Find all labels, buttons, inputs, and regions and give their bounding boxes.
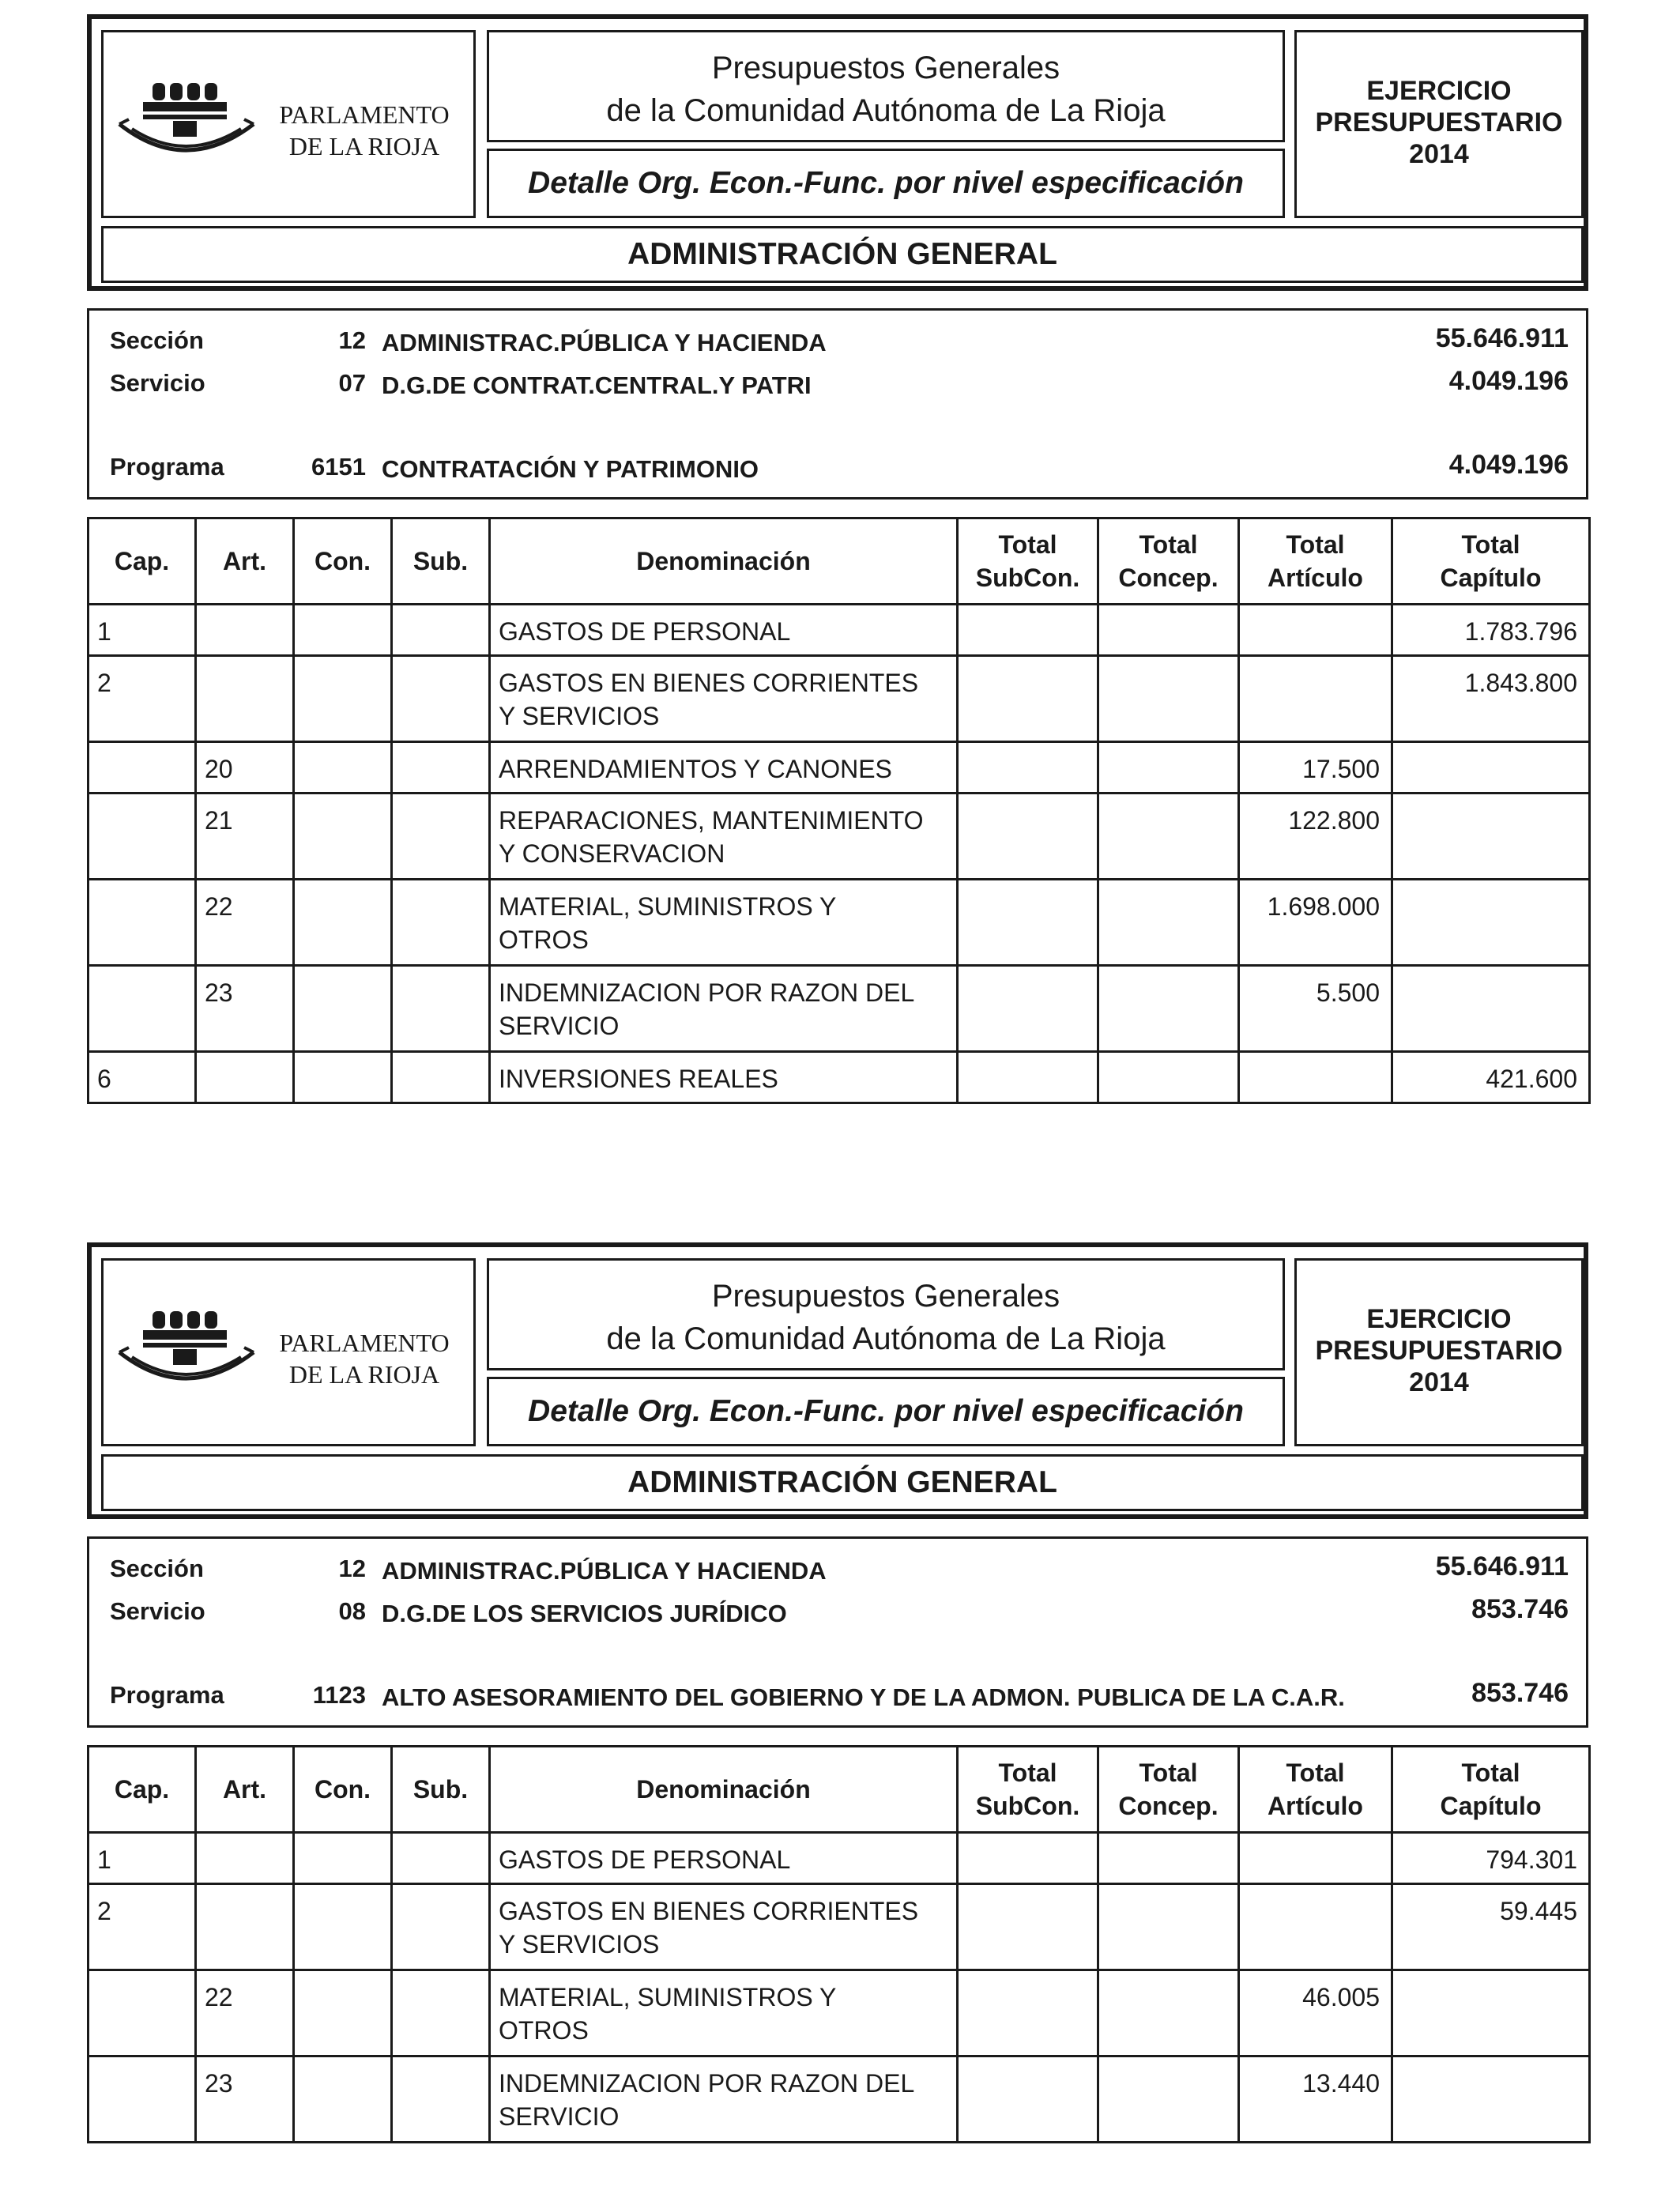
seccion-label: Sección	[110, 326, 204, 354]
total-subcon-cell	[958, 794, 1098, 880]
cap-cell	[89, 1970, 196, 2056]
programa-name: ALTO ASESORAMIENTO DEL GOBIERNO Y DE LA ADMON. PUBLICA DE LA C.A.R.	[382, 1683, 1345, 1711]
sub-cell	[392, 1884, 490, 1970]
budget-table	[87, 1745, 1591, 2143]
con-cell	[294, 605, 392, 656]
table-header-row	[89, 518, 1590, 605]
con-cell	[294, 1884, 392, 1970]
total-articulo-cell	[1239, 656, 1392, 742]
servicio-code: 07	[338, 369, 366, 397]
cap-cell	[89, 880, 196, 966]
total-concep-cell	[1098, 1833, 1239, 1884]
cap-cell	[89, 742, 196, 794]
header-text: SubCon.	[975, 1792, 1080, 1820]
art-cell: 22	[196, 1970, 294, 2056]
header-art: Art.	[196, 518, 294, 605]
total-concep-cell	[1098, 1970, 1239, 2056]
programa-label: Programa	[110, 1681, 224, 1709]
servicio-name: D.G.DE LOS SERVICIOS JURÍDICO	[382, 1600, 787, 1627]
art-cell: 22	[196, 880, 294, 966]
parliament-logo-box	[101, 1258, 476, 1446]
denominacion-line: ARRENDAMIENTOS Y CANONES	[499, 755, 892, 783]
denominacion-cell	[490, 742, 958, 794]
programa-row	[89, 443, 1586, 497]
total-articulo-cell	[1239, 1884, 1392, 1970]
seccion-label: Sección	[110, 1555, 204, 1582]
sub-cell	[392, 605, 490, 656]
sub-cell	[392, 656, 490, 742]
denominacion-cell	[490, 1884, 958, 1970]
table-row	[89, 742, 1590, 794]
denominacion-cell	[490, 880, 958, 966]
total-concep-cell	[1098, 1052, 1239, 1103]
organization-info	[87, 1536, 1588, 1728]
total-concep-cell	[1098, 966, 1239, 1052]
table-row	[89, 966, 1590, 1052]
servicio-amount: 853.746	[1471, 1594, 1569, 1624]
header-text: Total	[1286, 530, 1345, 559]
art-cell: 23	[196, 966, 294, 1052]
cap-cell: 1	[89, 1833, 196, 1884]
document-subtitle: Detalle Org. Econ.-Func. por nivel especificación	[487, 1377, 1285, 1446]
header-sub: Sub.	[392, 518, 490, 605]
total-capitulo-cell	[1392, 2056, 1590, 2143]
total-capitulo-cell	[1392, 880, 1590, 966]
seccion-code: 12	[338, 1555, 366, 1582]
header-text: Total	[1139, 1759, 1198, 1787]
header-denominacion: Denominación	[490, 518, 958, 605]
denominacion-line: OTROS	[499, 925, 589, 954]
servicio-name: D.G.DE CONTRAT.CENTRAL.Y PATRI	[382, 371, 812, 399]
header-frame	[87, 14, 1588, 291]
sub-cell	[392, 1052, 490, 1103]
denominacion-line: Y SERVICIOS	[499, 1930, 660, 1958]
con-cell	[294, 1833, 392, 1884]
table-row	[89, 794, 1590, 880]
denominacion-cell	[490, 1970, 958, 2056]
con-cell	[294, 880, 392, 966]
table-row	[89, 1884, 1590, 1970]
seccion-name: ADMINISTRAC.PÚBLICA Y HACIENDA	[382, 1557, 827, 1585]
total-concep-cell	[1098, 880, 1239, 966]
total-articulo-cell	[1239, 1052, 1392, 1103]
fiscal-year-box	[1294, 1258, 1584, 1446]
total-capitulo-cell	[1392, 794, 1590, 880]
budget-block-2	[87, 1242, 1588, 2143]
table-row	[89, 2056, 1590, 2143]
total-articulo-cell: 1.698.000	[1239, 880, 1392, 966]
header-cap: Cap.	[89, 1747, 196, 1833]
total-subcon-cell	[958, 966, 1098, 1052]
total-subcon-cell	[958, 1833, 1098, 1884]
programa-code: 1123	[312, 1681, 366, 1709]
con-cell	[294, 742, 392, 794]
denominacion-cell	[490, 605, 958, 656]
denominacion-line: GASTOS EN BIENES CORRIENTES	[499, 669, 919, 697]
section-title: ADMINISTRACIÓN GENERAL	[101, 226, 1584, 283]
total-subcon-cell	[958, 880, 1098, 966]
header-text: Capítulo	[1440, 564, 1542, 592]
denominacion-line: REPARACIONES, MANTENIMIENTO	[499, 806, 924, 835]
art-cell: 23	[196, 2056, 294, 2143]
denominacion-line: GASTOS DE PERSONAL	[499, 617, 791, 646]
denominacion-line: INDEMNIZACION POR RAZON DEL	[499, 2069, 915, 2098]
sub-cell	[392, 966, 490, 1052]
header-text: Artículo	[1268, 564, 1363, 592]
total-articulo-cell	[1239, 605, 1392, 656]
denominacion-cell	[490, 2056, 958, 2143]
total-subcon-cell	[958, 2056, 1098, 2143]
cap-cell: 6	[89, 1052, 196, 1103]
servicio-label: Servicio	[110, 369, 205, 397]
header-text: Total	[1461, 1759, 1520, 1787]
programa-amount: 853.746	[1471, 1678, 1569, 1708]
sub-cell	[392, 880, 490, 966]
programa-code: 6151	[311, 453, 366, 481]
servicio-amount: 4.049.196	[1448, 366, 1569, 396]
header-total-concep	[1098, 1747, 1239, 1833]
denominacion-line: MATERIAL, SUMINISTROS Y	[499, 892, 837, 921]
sub-cell	[392, 1833, 490, 1884]
total-articulo-cell: 17.500	[1239, 742, 1392, 794]
document-subtitle: Detalle Org. Econ.-Func. por nivel especificación	[487, 149, 1285, 218]
section-title: ADMINISTRACIÓN GENERAL	[101, 1454, 1584, 1511]
header-text: Total	[998, 1759, 1057, 1787]
ejercicio-label: EJERCICIO	[1366, 1304, 1512, 1334]
table-row	[89, 880, 1590, 966]
seccion-row	[89, 317, 1586, 360]
document-title	[487, 1258, 1285, 1370]
denominacion-cell	[490, 1052, 958, 1103]
seccion-amount: 55.646.911	[1435, 1551, 1569, 1581]
total-subcon-cell	[958, 742, 1098, 794]
logo-text-line: DE LA RIOJA	[288, 132, 440, 160]
total-subcon-cell	[958, 1884, 1098, 1970]
total-articulo-cell	[1239, 1833, 1392, 1884]
total-concep-cell	[1098, 794, 1239, 880]
denominacion-line: Y CONSERVACION	[499, 839, 725, 868]
cap-cell: 2	[89, 656, 196, 742]
table-row	[89, 1833, 1590, 1884]
fiscal-year-box	[1294, 30, 1584, 218]
parliament-logo-icon	[115, 81, 265, 168]
total-capitulo-cell: 794.301	[1392, 1833, 1590, 1884]
budget-block-1	[87, 14, 1588, 1104]
cap-cell: 2	[89, 1884, 196, 1970]
sub-cell	[392, 1970, 490, 2056]
denominacion-cell	[490, 1833, 958, 1884]
servicio-row	[89, 360, 1586, 402]
header-total-capitulo	[1392, 1747, 1590, 1833]
total-subcon-cell	[958, 1970, 1098, 2056]
art-cell: 21	[196, 794, 294, 880]
cap-cell	[89, 794, 196, 880]
denominacion-cell	[490, 966, 958, 1052]
con-cell	[294, 966, 392, 1052]
header-text: Total	[1286, 1759, 1345, 1787]
seccion-code: 12	[338, 326, 366, 354]
header-text: Total	[1461, 530, 1520, 559]
cap-cell	[89, 966, 196, 1052]
sub-cell	[392, 794, 490, 880]
denominacion-line: INVERSIONES REALES	[499, 1065, 778, 1093]
programa-amount: 4.049.196	[1448, 450, 1569, 480]
header-frame	[87, 1242, 1588, 1519]
fiscal-year: 2014	[1409, 139, 1469, 169]
header-total-articulo	[1239, 1747, 1392, 1833]
total-capitulo-cell: 59.445	[1392, 1884, 1590, 1970]
fiscal-year: 2014	[1409, 1367, 1469, 1397]
con-cell	[294, 794, 392, 880]
programa-label: Programa	[110, 453, 224, 481]
con-cell	[294, 2056, 392, 2143]
header-con: Con.	[294, 1747, 392, 1833]
art-cell: 20	[196, 742, 294, 794]
programa-name: CONTRATACIÓN Y PATRIMONIO	[382, 455, 759, 483]
denominacion-line: INDEMNIZACION POR RAZON DEL	[499, 978, 915, 1007]
header-total-capitulo	[1392, 518, 1590, 605]
total-subcon-cell	[958, 656, 1098, 742]
total-articulo-cell: 46.005	[1239, 1970, 1392, 2056]
logo-text-line: PARLAMENTO	[279, 100, 450, 129]
table-header-row	[89, 1747, 1590, 1833]
denominacion-line: SERVICIO	[499, 1012, 620, 1040]
denominacion-line: SERVICIO	[499, 2102, 620, 2131]
denominacion-cell	[490, 656, 958, 742]
organization-info	[87, 308, 1588, 499]
header-text: Concep.	[1118, 564, 1219, 592]
header-text: Total	[998, 530, 1057, 559]
header-text: Artículo	[1268, 1792, 1363, 1820]
con-cell	[294, 656, 392, 742]
parliament-logo-icon	[115, 1310, 265, 1397]
total-concep-cell	[1098, 1884, 1239, 1970]
total-concep-cell	[1098, 605, 1239, 656]
sub-cell	[392, 2056, 490, 2143]
header-art: Art.	[196, 1747, 294, 1833]
title-line-2: de la Comunidad Autónoma de La Rioja	[606, 1321, 1166, 1356]
denominacion-line: OTROS	[499, 2016, 589, 2045]
servicio-row	[89, 1588, 1586, 1630]
art-cell	[196, 605, 294, 656]
header-text: Total	[1139, 530, 1198, 559]
header-text: Concep.	[1118, 1792, 1219, 1820]
sub-cell	[392, 742, 490, 794]
header-con: Con.	[294, 518, 392, 605]
header-text: SubCon.	[975, 564, 1080, 592]
header-denominacion: Denominación	[490, 1747, 958, 1833]
document-title	[487, 30, 1285, 142]
table-row	[89, 1052, 1590, 1103]
header-total-subcon	[958, 518, 1098, 605]
header-total-articulo	[1239, 518, 1392, 605]
total-capitulo-cell: 1.843.800	[1392, 656, 1590, 742]
title-line-1: Presupuestos Generales	[711, 1279, 1060, 1314]
total-capitulo-cell	[1392, 966, 1590, 1052]
denominacion-line: Y SERVICIOS	[499, 702, 660, 730]
presupuestario-label: PRESUPUESTARIO	[1315, 107, 1563, 138]
programa-row	[89, 1672, 1586, 1725]
art-cell	[196, 656, 294, 742]
seccion-row	[89, 1545, 1586, 1588]
total-capitulo-cell	[1392, 742, 1590, 794]
table-row	[89, 656, 1590, 742]
servicio-label: Servicio	[110, 1597, 205, 1625]
header-text: Capítulo	[1440, 1792, 1542, 1820]
total-capitulo-cell	[1392, 1970, 1590, 2056]
total-subcon-cell	[958, 1052, 1098, 1103]
total-articulo-cell: 122.800	[1239, 794, 1392, 880]
parliament-logo-text	[266, 99, 463, 162]
table-row	[89, 1970, 1590, 2056]
con-cell	[294, 1970, 392, 2056]
total-concep-cell	[1098, 656, 1239, 742]
parliament-logo-box	[101, 30, 476, 218]
denominacion-line: GASTOS DE PERSONAL	[499, 1845, 791, 1874]
title-line-2: de la Comunidad Autónoma de La Rioja	[606, 93, 1166, 128]
header-total-subcon	[958, 1747, 1098, 1833]
cap-cell	[89, 2056, 196, 2143]
art-cell	[196, 1833, 294, 1884]
presupuestario-label: PRESUPUESTARIO	[1315, 1336, 1563, 1366]
art-cell	[196, 1884, 294, 1970]
logo-text-line: PARLAMENTO	[279, 1329, 450, 1357]
table-row	[89, 605, 1590, 656]
header-sub: Sub.	[392, 1747, 490, 1833]
total-articulo-cell: 13.440	[1239, 2056, 1392, 2143]
seccion-amount: 55.646.911	[1435, 323, 1569, 353]
ejercicio-label: EJERCICIO	[1366, 76, 1512, 106]
seccion-name: ADMINISTRAC.PÚBLICA Y HACIENDA	[382, 329, 827, 356]
budget-table	[87, 517, 1591, 1104]
denominacion-line: MATERIAL, SUMINISTROS Y	[499, 1983, 837, 2011]
header-total-concep	[1098, 518, 1239, 605]
total-subcon-cell	[958, 605, 1098, 656]
parliament-logo-text	[266, 1327, 463, 1390]
total-concep-cell	[1098, 742, 1239, 794]
cap-cell: 1	[89, 605, 196, 656]
denominacion-line: GASTOS EN BIENES CORRIENTES	[499, 1897, 919, 1925]
art-cell	[196, 1052, 294, 1103]
total-articulo-cell: 5.500	[1239, 966, 1392, 1052]
servicio-code: 08	[338, 1597, 366, 1625]
total-concep-cell	[1098, 2056, 1239, 2143]
title-line-1: Presupuestos Generales	[711, 51, 1060, 85]
header-cap: Cap.	[89, 518, 196, 605]
logo-text-line: DE LA RIOJA	[288, 1360, 440, 1389]
con-cell	[294, 1052, 392, 1103]
total-capitulo-cell: 421.600	[1392, 1052, 1590, 1103]
denominacion-cell	[490, 794, 958, 880]
total-capitulo-cell: 1.783.796	[1392, 605, 1590, 656]
